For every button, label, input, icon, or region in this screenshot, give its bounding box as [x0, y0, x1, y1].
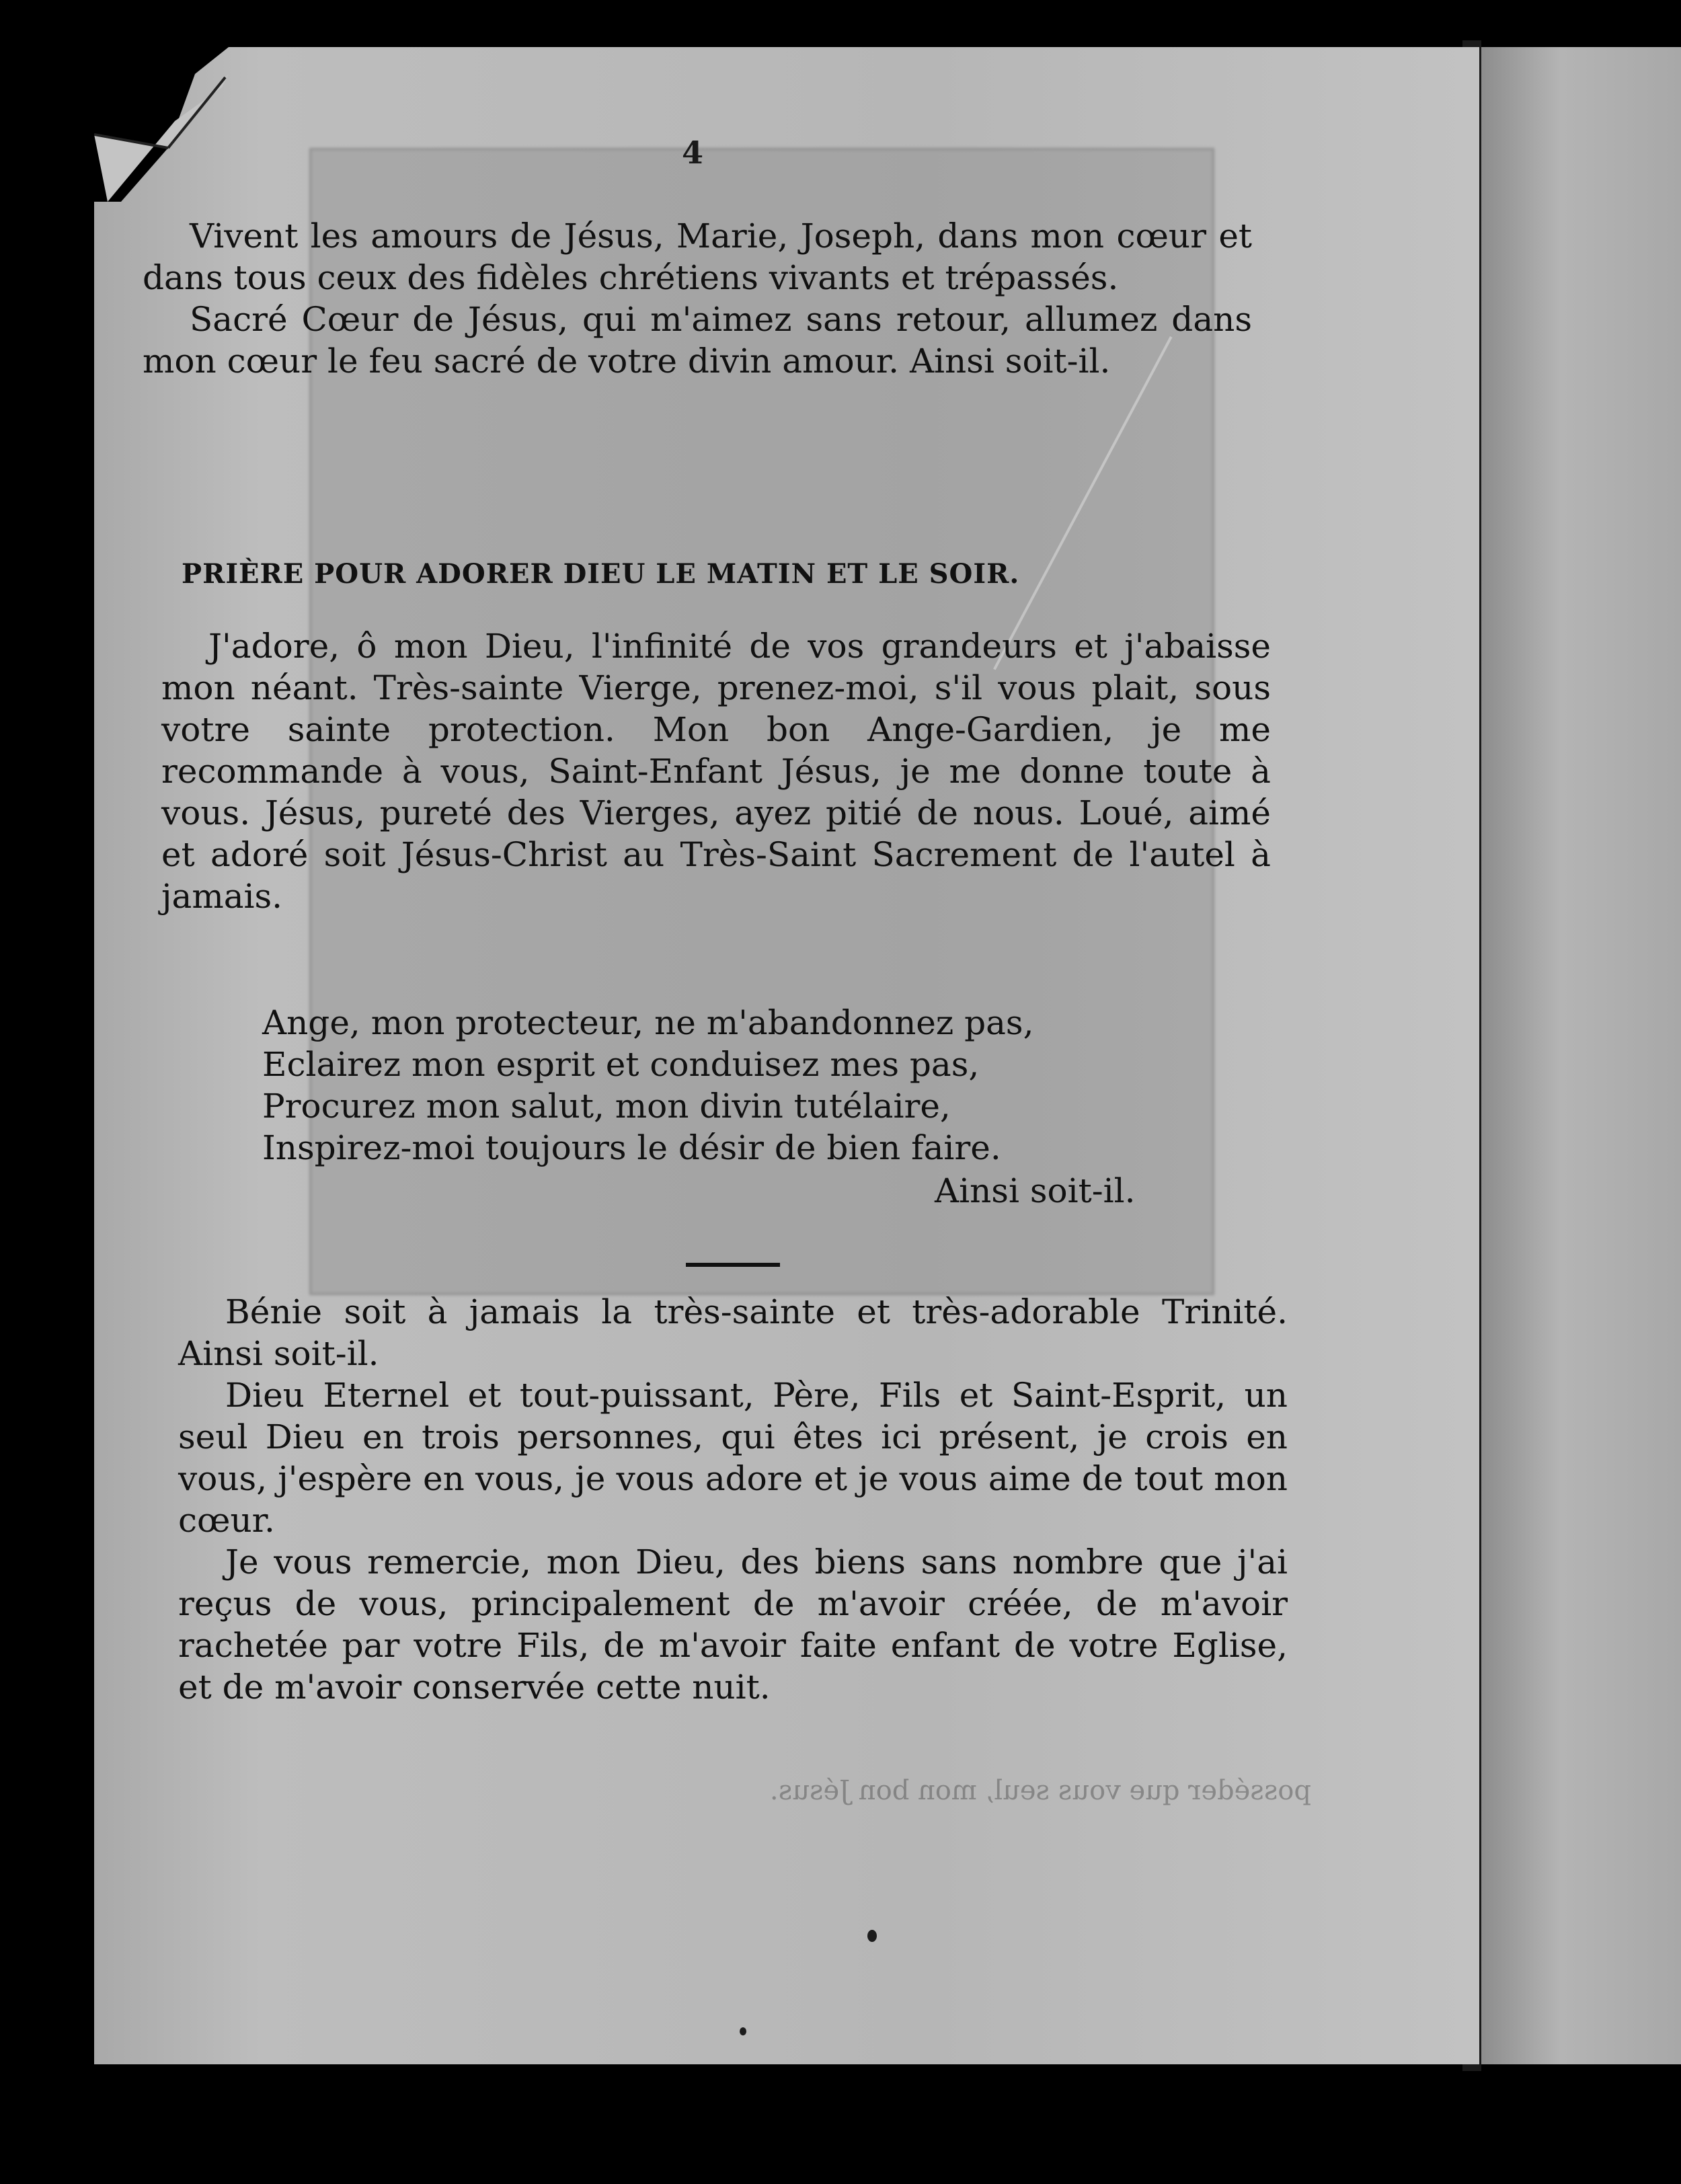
paragraph: Sacré Cœur de Jésus, qui m'aimez sans retour, allumez dans mon cœur le feu sacré de votre divin amour. Ainsi soit-il. [143, 300, 1252, 381]
bleed-through-text: posséder que vous seul, mon bon Jésus. [769, 1775, 1311, 1806]
paragraph: J'adore, ô mon Dieu, l'infinité de vos grandeurs et j'abaisse mon néant. Très-sainte Vierge, prenez-moi, s'il vous plait, sous votre sainte protection. Mon bon Ange-Gardien, je me recommande à vous, Saint-Enfant Jésus, je me donne toute à vous. Jésus, pureté des Vierges, ayez pitié de nous. Loué, aimé et adoré soit Jésus-Christ au Très-Saint Sacrement de l'autel à jamais. [161, 627, 1271, 916]
paragraph: Je vous remercie, mon Dieu, des biens sans nombre que j'ai reçus de vous, principalement de m'avoir créée, de m'avoir rachetée par votre Fils, de m'avoir faite enfant de votre Eglise, et de m'avoir conservée cette nuit. [178, 1543, 1288, 1707]
verse-amen: Ainsi soit-il. [935, 1171, 1136, 1210]
trinity-prayer [178, 1291, 1288, 1708]
section-heading: PRIÈRE POUR ADORER DIEU LE MATIN ET LE SOIR. [182, 558, 1020, 590]
guardian-angel-verse [262, 1002, 1204, 1169]
paragraph: Dieu Eternel et tout-puissant, Père, Fils et Saint-Esprit, un seul Dieu en trois personnes, qui êtes ici présent, je crois en vous, j'espère en vous, je vous adore et je vous aime de tout mon cœur. [178, 1376, 1288, 1540]
verse-line: Procurez mon salut, mon divin tutélaire, [262, 1087, 951, 1126]
adoration-prayer [161, 625, 1271, 917]
verse-line: Ange, mon protecteur, ne m'abandonnez pas, [262, 1003, 1034, 1042]
paragraph: Vivent les amours de Jésus, Marie, Joseph, dans mon cœur et dans tous ceux des fidèles chrétiens vivants et trépassés. [143, 217, 1252, 297]
verse-line: Eclairez mon esprit et conduisez mes pas, [262, 1045, 980, 1084]
ink-speck [867, 1930, 877, 1942]
page-number: 4 [681, 134, 703, 171]
adjacent-page-edge [1479, 47, 1681, 2064]
section-divider [686, 1263, 780, 1267]
ink-speck [740, 2027, 746, 2035]
folded-corner [94, 47, 229, 202]
verse-line: Inspirez-moi toujours le désir de bien faire. [262, 1128, 1001, 1167]
paragraph: Bénie soit à jamais la très-sainte et très-adorable Trinité. Ainsi soit-il. [178, 1292, 1288, 1373]
opening-prayer [143, 215, 1252, 382]
